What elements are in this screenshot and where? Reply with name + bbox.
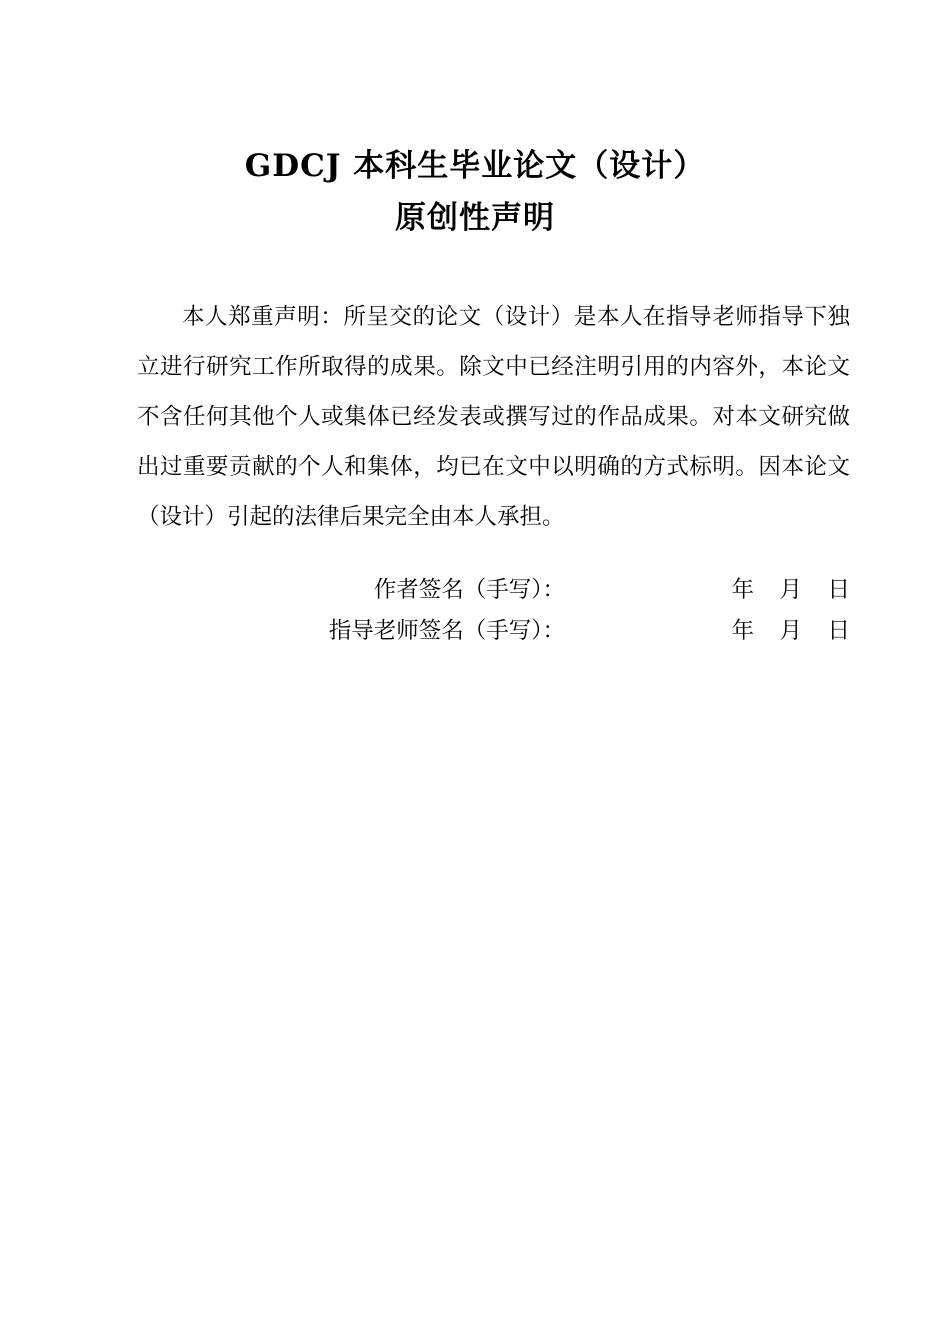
date-month-label: 月	[779, 577, 802, 603]
date-month-label: 月	[779, 618, 802, 644]
author-signature-date	[730, 570, 850, 610]
date-year-label: 年	[731, 618, 754, 644]
date-day-label: 日	[827, 618, 850, 644]
advisor-signature-label: 指导老师签名（手写）：	[328, 618, 565, 644]
declaration-paragraph: 本人郑重声明：所呈交的论文（设计）是本人在指导老师指导下独立进行研究工作所取得的成果。除文中已经注明引用的内容外，本论文不含任何其他个人或集体已经发表或撰写过的作品成果。对本文研究做出过重要贡献的个人和集体，均已在文中以明确的方式标明。因本论文（设计）引起的法律后果完全由本人承担。	[137, 304, 850, 530]
date-year-label: 年	[731, 577, 754, 603]
document-subtitle: 原创性声明	[395, 200, 555, 236]
title-block	[0, 140, 950, 244]
document-title: GDCJ 本科生毕业论文（设计）	[244, 148, 706, 184]
advisor-signature-row	[137, 611, 850, 651]
date-day-label: 日	[827, 577, 850, 603]
author-signature-row	[137, 570, 850, 610]
author-signature-label: 作者签名（手写）：	[373, 577, 565, 603]
advisor-signature-date	[730, 611, 850, 651]
